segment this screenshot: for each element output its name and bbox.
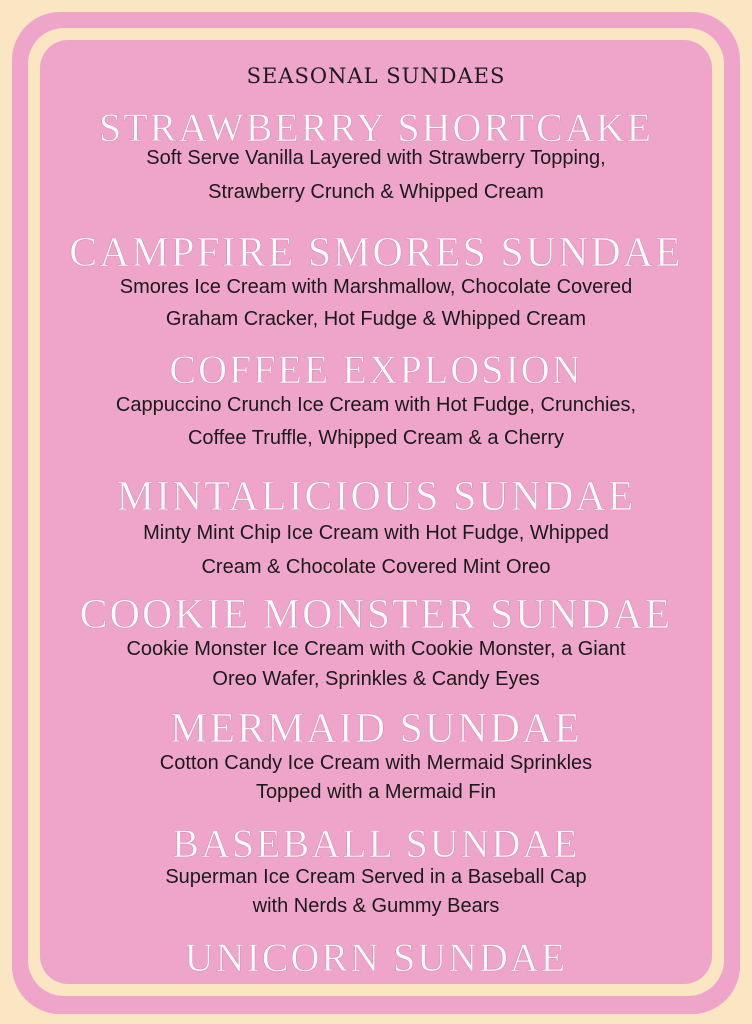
item-desc-line: with Nerds & Gummy Bears [252,895,500,917]
item-desc-line: Coffee Truffle, Whipped Cream & a Cherry [187,427,565,449]
item-desc-line: Cookie Monster Ice Cream with Cookie Monster, a Giant [126,638,626,660]
item-desc-line: Soft Serve Vanilla Layered with Strawberry Topping, [146,147,606,169]
menu-content [40,40,712,984]
item-desc-line: Cotton Candy Ice Cream with Mermaid Sprinkles [159,752,593,774]
item-desc-line: Smores Ice Cream with Marshmallow, Chocolate Covered [119,276,633,298]
item-name-campfire-smores-sundae: CAMPFIRE SMORES SUNDAE [69,230,683,276]
item-name-strawberry-shortcake: STRAWBERRY SHORTCAKE [98,105,654,150]
item-name-baseball-sundae: BASEBALL SUNDAE [172,821,580,866]
item-name-mermaid-sundae: MERMAID SUNDAE [170,706,582,752]
item-name-mintalicious-sundae: MINTALICIOUS SUNDAE [116,474,636,520]
menu-heading: SEASONAL SUNDAES [246,64,506,88]
item-desc-line: Cappuccino Crunch Ice Cream with Hot Fudge, Crunchies, [115,394,637,416]
item-desc-line: Minty Mint Chip Ice Cream with Hot Fudge, Whipped [143,522,609,544]
item-desc-line: Superman Ice Cream Served in a Baseball Cap [165,866,587,888]
item-name-coffee-explosion: COFFEE EXPLOSION [169,347,583,392]
item-name-unicorn-sundae: UNICORN SUNDAE [184,935,568,980]
item-desc-line: Oreo Wafer, Sprinkles & Candy Eyes [212,668,540,690]
item-name-cookie-monster-sundae: COOKIE MONSTER SUNDAE [79,592,673,638]
item-desc-line: Topped with a Mermaid Fin [255,781,497,803]
item-desc-line: Graham Cracker, Hot Fudge & Whipped Cream [165,308,587,330]
item-desc-line: Strawberry Crunch & Whipped Cream [208,181,544,203]
item-desc-line: Cream & Chocolate Covered Mint Oreo [201,556,551,578]
